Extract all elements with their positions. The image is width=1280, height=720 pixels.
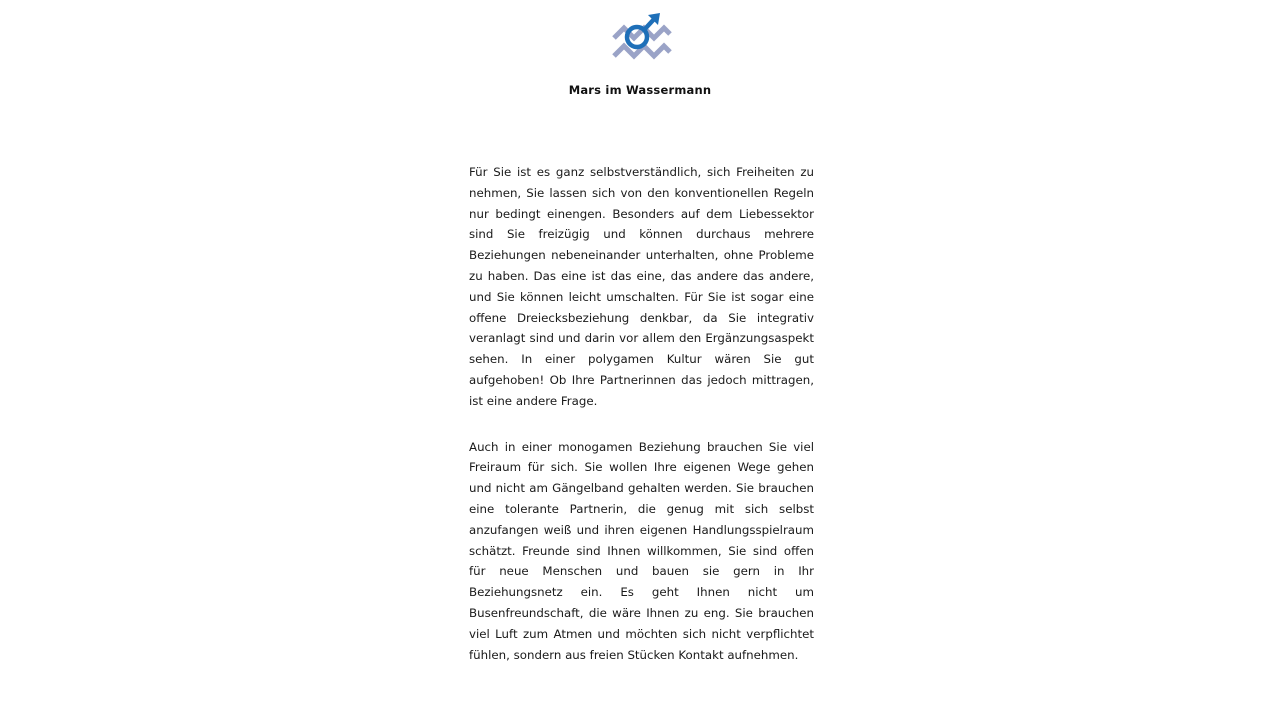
page-title: Mars im Wassermann [568, 83, 712, 97]
horoscope-text [469, 162, 814, 690]
paragraph: Auch in einer monogamen Beziehung brauchen Sie viel Freiraum für sich. Sie wollen Ihre eigenen Wege gehen und nicht am Gängelband gehalten werden. Sie brauchen eine tolerante Partnerin, die genug mit sich selbst anzufangen weiß und ihren eigenen Handlungsspielraum schätzt. Freunde sind Ihnen willkommen, Sie sind offen für neue Menschen und bauen sie gern in Ihr Beziehungsnetz ein. Es geht Ihnen nicht um Busenfreundschaft, die wäre Ihnen zu eng. Sie brauchen viel Luft zum Atmen und möchten sich nicht verpflichtet fühlen, sondern aus freien Stücken Kontakt aufnehmen. [469, 439, 814, 662]
mars-aquarius-icon [610, 8, 674, 68]
paragraph: Für Sie ist es ganz selbstverständlich, sich Freiheiten zu nehmen, Sie lassen sich von den konventionellen Regeln nur bedingt einengen. Besonders auf dem Liebessektor sind Sie freizügig und können durchaus mehrere Beziehungen nebeneinander unterhalten, ohne Probleme zu haben. Das eine ist das eine, das andere das andere, und Sie können leicht umschalten. Für Sie ist sogar eine offene Dreiecksbeziehung denkbar, da Sie integrativ veranlagt sind und darin vor allem den Ergänzungsaspekt sehen. In einer polygamen Kultur wären Sie gut aufgehoben! Ob Ihre Partnerinnen das jedoch mittragen, ist eine andere Frage. [469, 165, 814, 408]
aquarius-waves-icon [614, 28, 670, 56]
